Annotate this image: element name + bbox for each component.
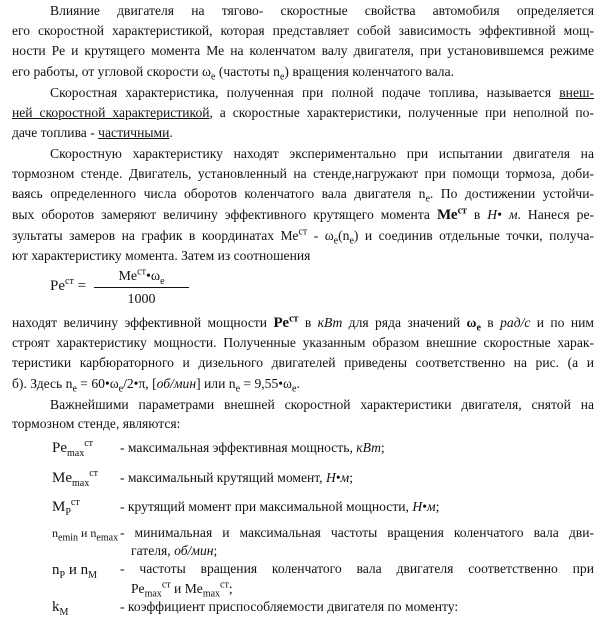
para4-line3: теристики карбюраторного и дизельного двигателей приведены соответственно на рис. (а и <box>12 355 594 370</box>
power-formula <box>50 266 190 306</box>
param-np-nm-desc2: $Pe_{max}^{ст}$ и $Me_{max}^{ст}$; <box>131 579 233 600</box>
para4-line1: находят величину эффективной мощности $Ре^{ст}$ в кВт для ряда значений $\omega_e$ в рад/с и по ним <box>12 313 595 334</box>
param-nemin-nemax-desc2: гателя, об/мин; <box>131 543 218 558</box>
fraction-bar <box>94 287 189 288</box>
para3-line4: вых оборотов замеряют величину эффективного крутящего момента $Ме^{ст}$ в Н• м. Нанеся ре- <box>12 205 595 223</box>
param-mp-desc: - крутящий момент при максимальной мощности, Н•м; <box>120 499 440 514</box>
param-np-nm-desc1: - частоты вращения коленчатого вала двигателя соответственно при <box>120 561 594 576</box>
para3-line3: ваясь определенного числа оборотов коленчатого вала двигателя $n_e$. По достижении устойчи- <box>12 186 594 205</box>
param-nemin-nemax-symbol: $n_{emin}$ и $n_{emax}$ <box>52 526 119 544</box>
param-pemax-symbol: $Pe_{max}^{ст}$ <box>52 438 94 459</box>
para1-line2: его скоростной характеристикой, которая представляет собой зависимость эффективной мощ- <box>12 23 594 38</box>
para3-line2: тормозном стенде. Двигатель, установленный на стенде,нагружают при помощи тормоза, доби- <box>12 166 594 181</box>
para1-line4: его работы, от угловой скорости $\omega_e$ (частоты $n_e$) вращения коленчатого вала. <box>12 64 455 83</box>
formula-denominator: 1000 <box>127 292 156 307</box>
para2-line1: Скоростная характеристика, полученная при полной подаче топлива, называется внеш- <box>50 85 594 100</box>
para3-line6: ют характеристику момента. Затем из соотношения <box>12 248 311 263</box>
param-km-symbol: $k_M$ <box>52 599 69 618</box>
para3-line1: Скоростную характеристику находят экспериментально при испытании двигателя на <box>50 146 594 161</box>
para2-line3: даче топлива - частичными. <box>12 125 173 140</box>
para2-line2: ней скоростной характеристикой, а скоростные характеристики, полученные при неполной по- <box>12 105 594 120</box>
param-memax-desc: - максимальный крутящий момент, Н•м; <box>120 470 354 485</box>
para4-line2: строят характеристику мощности. Полученные указанным образом внешние скоростные харак- <box>12 335 594 350</box>
para1-line3: ности Ре и крутящего момента Ме на коленчатом валу двигателя, при установившемся режиме <box>12 43 594 58</box>
param-mp-symbol: $M_P^{ст}$ <box>52 497 80 518</box>
para5-line1: Важнейшими параметрами внешней скоростной характеристики двигателя, снятой на <box>50 397 594 412</box>
para3-line5: зультаты замеров на график в координатах $Ме^{ст} - \omega_e(n_e)$ и соединив отдельные точки, получа- <box>12 226 594 247</box>
para5-line2: тормозном стенде, являются: <box>12 416 181 431</box>
param-km-desc1: - коэффициент приспособляемости двигателя по моменту: <box>120 599 459 614</box>
formula-numerator: $Me^{ст}•\omega_e$ <box>118 266 165 287</box>
param-pemax-desc: - максимальная эффективная мощность, кВт; <box>120 440 385 455</box>
formula-lhs: $Pe^{ст}$ = <box>50 276 87 294</box>
param-nemin-nemax-desc1: - минимальная и максимальная частоты вращения коленчатого вала дви- <box>120 525 594 540</box>
para1-line1: Влияние двигателя на тягово- скоростные свойства автомобиля определяется <box>50 3 594 18</box>
param-np-nm-symbol: $n_P$ и $n_M$ <box>52 562 97 581</box>
param-memax-symbol: $Me_{max}^{ст}$ <box>52 468 99 489</box>
para4-line4: б). Здесь $n_e$ = $60•\omega_e/2•\pi$, [об/мин] или $n_e$ = $9,55•\omega_e$. <box>12 376 300 395</box>
